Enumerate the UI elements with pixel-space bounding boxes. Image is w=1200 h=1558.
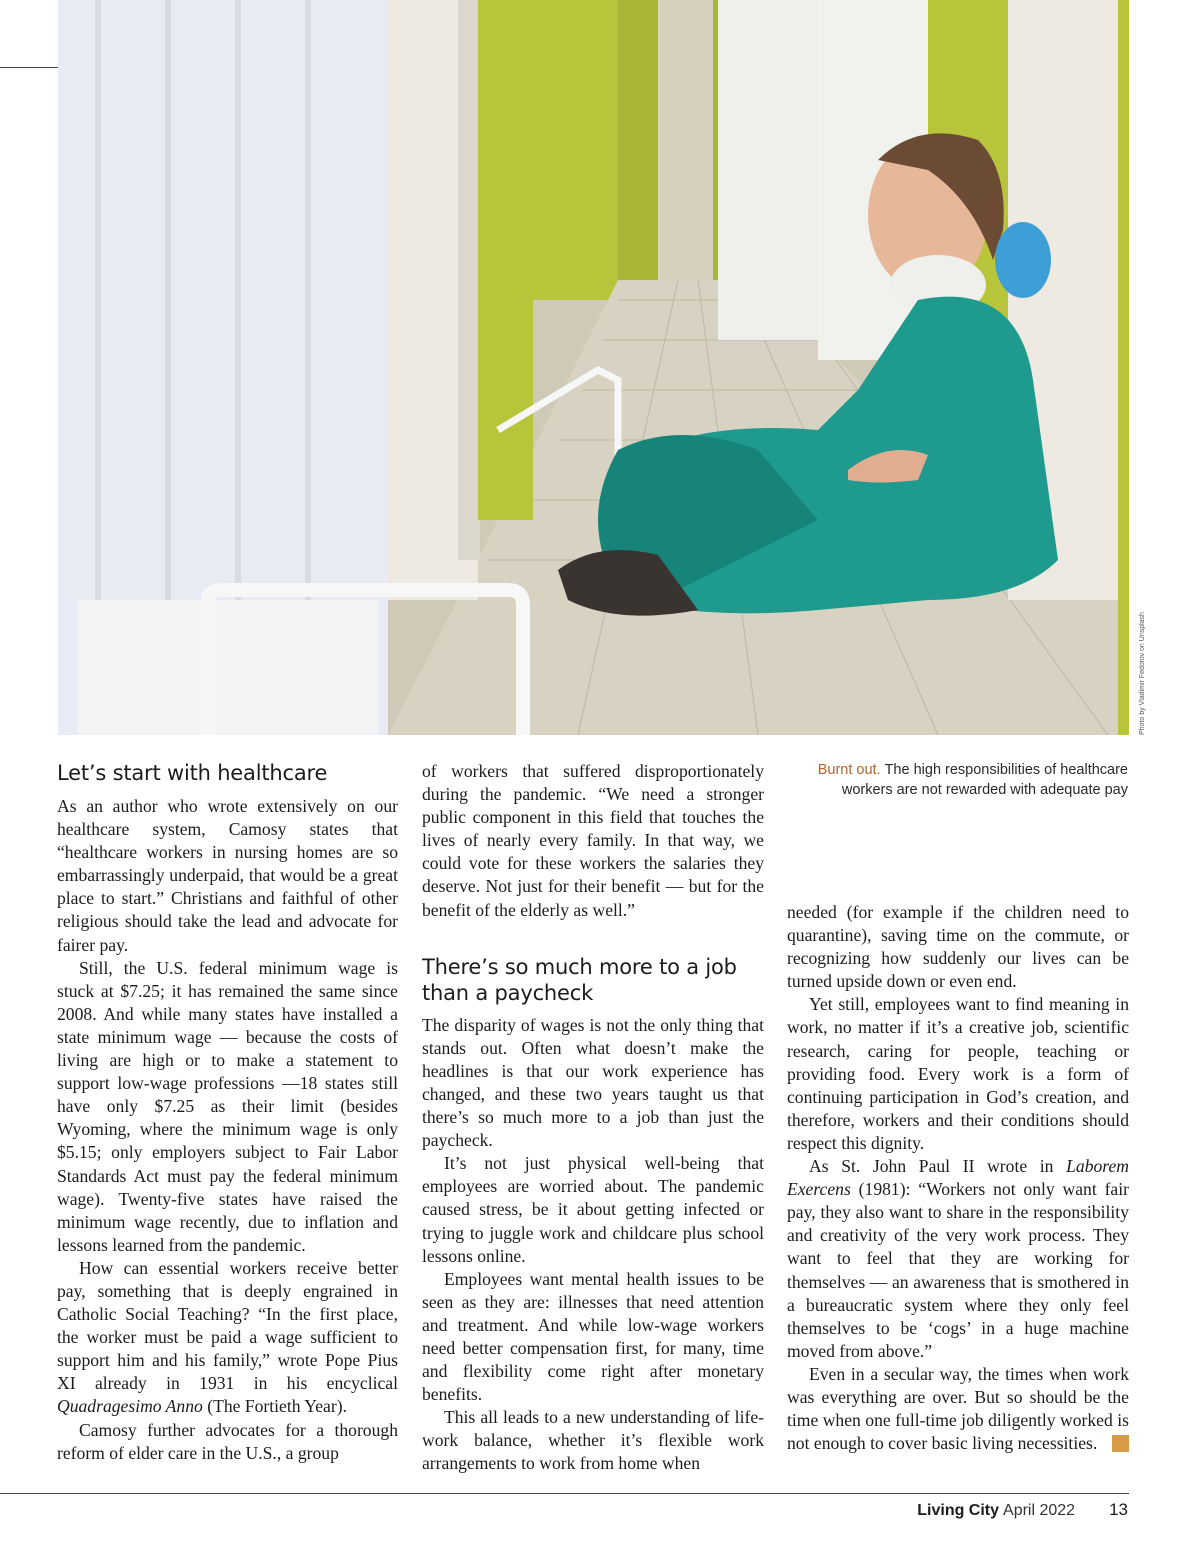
encyclical-title: Quadragesimo Anno bbox=[57, 1396, 203, 1417]
section-heading-paycheck: There’s so much more to a job than a paycheck bbox=[422, 954, 737, 1005]
issue-date: April 2022 bbox=[1003, 1502, 1076, 1519]
paragraph-text: How can essential workers receive better pay, something that is deeply engrained in Catholic Social Teaching? “In the first place, the worker must be paid a wage sufficient to support him and his family,” wrote Pope Pius XI already in 1931 in his encyclical bbox=[57, 1257, 398, 1394]
paragraph bbox=[57, 1257, 398, 1419]
encyclical-title: Laborem Exercens bbox=[787, 1156, 1129, 1200]
nurse-photo-illustration bbox=[58, 0, 1129, 735]
paragraph bbox=[787, 1155, 1129, 1363]
article-column-3 bbox=[787, 901, 1148, 1455]
article-column-2 bbox=[422, 760, 764, 1476]
caption-text: The high responsibilities of healthcare workers are not rewarded with adequate pay bbox=[841, 762, 1128, 798]
page-number: 13 bbox=[1109, 1500, 1128, 1519]
photo-caption bbox=[800, 761, 1128, 800]
caption-lead: Burnt out. bbox=[817, 762, 881, 778]
end-mark-icon: LC bbox=[1112, 1435, 1129, 1452]
paragraph: Employees want mental health issues to be seen as they are: illnesses that need attention and treatment. And while low-wage workers need better compensation first, for many, time and flexibility come right after monetary benefits. bbox=[422, 1268, 764, 1405]
footer-rule bbox=[0, 1493, 1129, 1494]
article-column-1 bbox=[57, 760, 398, 1465]
paragraph-text: (1981): “Workers not only want fair pay, they also want to share in the responsibility and creativity of the very work process. They want to feel that they are working for themselves — an awareness that is smothered in a bureaucratic system where they only feel themselves to be ‘cogs’ in a huge machine moved from above.” bbox=[787, 1179, 1129, 1361]
paragraph: Camosy further advocates for a thorough reform of elder care in the U.S., a group bbox=[57, 1419, 398, 1463]
photo-credit: Photo by Vladimir Fedotov on Unsplash bbox=[1139, 612, 1146, 735]
paragraph: of workers that suffered disproportionately during the pandemic. “We need a stronger public component in this field that touches the lives of nearly every family. In that way, we could vote for these workers the salaries they deserve. Not just for their benefit — but for the benefit of the elderly as well.” bbox=[422, 761, 764, 920]
paragraph-text: (The Fortieth Year). bbox=[202, 1396, 347, 1417]
paragraph: This all leads to a new understanding of life-work balance, whether it’s flexible work arrangements to work from home when bbox=[422, 1407, 764, 1474]
article-photo bbox=[58, 0, 1129, 735]
magazine-name: Living City bbox=[917, 1502, 1000, 1519]
paragraph-text: Even in a secular way, the times when work was everything are over. But so should be the time when one full-time job diligently worked is not enough to cover basic living necessities. bbox=[787, 1363, 1129, 1454]
paragraph: Still, the U.S. federal minimum wage is stuck at $7.25; it has remained the same since 2008. And while many states have installed a state minimum wage — because the costs of living are high or to make a statement to support low-wage professions —18 states still have only $7.25 as their limit (besides Wyoming, where the minimum wage is only $5.15; only employers subject to Fair Labor Standards Act must pay the federal minimum wage). Twenty-five states have raised the minimum wage recently, due to inflation and lessons learned from the pandemic. bbox=[57, 957, 398, 1255]
paragraph bbox=[787, 1363, 1148, 1455]
paragraph: needed (for example if the children need to quarantine), saving time on the commute, or recognizing how suddenly our lives can be turned upside down or even end. bbox=[787, 902, 1129, 992]
paragraph: Yet still, employees want to find meaning in work, no matter if it’s a creative job, scientific research, caring for people, teaching or providing food. Every work is a form of continuing participation in God’s creation, and therefore, workers and their conditions should respect this dignity. bbox=[787, 994, 1129, 1153]
paragraph-text: As St. John Paul II wrote in bbox=[809, 1156, 1067, 1177]
section-heading-healthcare: Let’s start with healthcare bbox=[57, 761, 328, 785]
paragraph: It’s not just physical well-being that employees are worried about. The pandemic caused stress, be it about getting infected or trying to juggle work and childcare plus school lessons online. bbox=[422, 1153, 764, 1266]
paragraph: As an author who wrote extensively on our healthcare system, Camosy states that “healthcare workers in nursing homes are so embarrassingly underpaid, that would be a great place to start.” Christians and faithful of other religious should take the lead and advocate for fairer pay. bbox=[57, 796, 398, 955]
corner-rule bbox=[0, 67, 58, 68]
paragraph: The disparity of wages is not the only thing that stands out. Often what doesn’t make the headlines is that our work experience has changed, and these two years taught us that there’s so much more to a job than just the paycheck. bbox=[422, 1014, 764, 1151]
page-footer bbox=[917, 1500, 1128, 1520]
